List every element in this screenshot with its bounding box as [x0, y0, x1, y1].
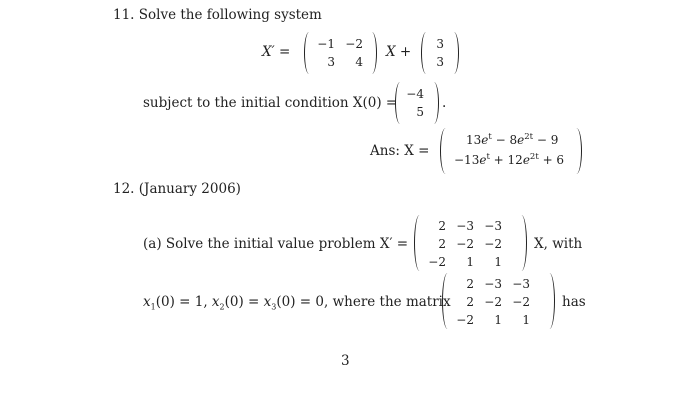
matrix-cell: 2 — [466, 277, 474, 291]
page-number: 3 — [341, 353, 350, 369]
part-a-after: X, with — [534, 236, 583, 252]
matrix-cell: 2 — [438, 219, 446, 233]
x0-period: . — [442, 95, 447, 111]
matrix-cell: 1 — [522, 313, 530, 327]
matrix-12a — [424, 217, 502, 271]
answer-row-2: $-13e^t + 12e^{2t} + 6$ — [454, 152, 565, 167]
matrix-cell: −2 — [484, 295, 502, 309]
matrix-a-cell: 4 — [355, 55, 363, 69]
matrix-cell: −3 — [484, 219, 502, 233]
matrix-cell: −2 — [484, 237, 502, 251]
answer-row-1: $13e^t - 8e^{2t} - 9$ — [466, 132, 559, 147]
matrix-a-cell: 3 — [327, 55, 335, 69]
problem-12-heading: 12. (January 2006) — [113, 181, 241, 197]
vector-b-cell: 3 — [436, 37, 444, 51]
vector-x0 — [402, 85, 424, 121]
matrix-cell: −3 — [484, 277, 502, 291]
matrix-cell: 1 — [494, 313, 502, 327]
vector-b-right-paren — [449, 32, 459, 74]
answer-label: Ans: X = — [370, 143, 430, 159]
initial-conditions-text: $x_1(0) = 1$, $x_2(0) = x_3(0) = 0$, where the matrix — [143, 294, 451, 312]
matrix-cell: −3 — [456, 219, 474, 233]
eq-mid: X + — [386, 44, 412, 60]
matrix-cell: 2 — [438, 237, 446, 251]
matrix-cell: −2 — [456, 237, 474, 251]
matrix-12a-repeat — [452, 275, 530, 329]
problem-11-heading: 11. Solve the following system — [113, 7, 322, 23]
part-a-text: (a) Solve the initial value problem X′ = — [143, 236, 409, 252]
initial-condition-text: subject to the initial condition X(0) = — [143, 95, 398, 111]
matrix2-right-paren — [544, 273, 555, 329]
answer-right-paren — [571, 128, 582, 174]
vector-b — [428, 35, 444, 71]
matrix-cell: −2 — [456, 313, 474, 327]
vector-b-cell: 3 — [436, 55, 444, 69]
answer-left-paren — [440, 128, 451, 174]
matrix-cell: −2 — [512, 295, 530, 309]
matrix-a-cell: −1 — [317, 37, 335, 51]
matrix-cell: −3 — [512, 277, 530, 291]
matrix-a-cell: −2 — [345, 37, 363, 51]
vector-x0-cell: −4 — [406, 87, 424, 101]
matrix-right-paren — [516, 215, 527, 271]
matrix-a-right-paren — [367, 32, 377, 74]
vector-x0-cell: 5 — [416, 105, 424, 119]
matrix-a — [311, 35, 363, 71]
vector-x0-right-paren — [429, 82, 439, 124]
has-text: has — [562, 294, 586, 310]
eq-lhs: X′ = — [262, 44, 291, 60]
matrix-cell: −2 — [428, 255, 446, 269]
matrix-cell: 1 — [494, 255, 502, 269]
matrix-cell: 1 — [466, 255, 474, 269]
matrix-cell: 2 — [466, 295, 474, 309]
